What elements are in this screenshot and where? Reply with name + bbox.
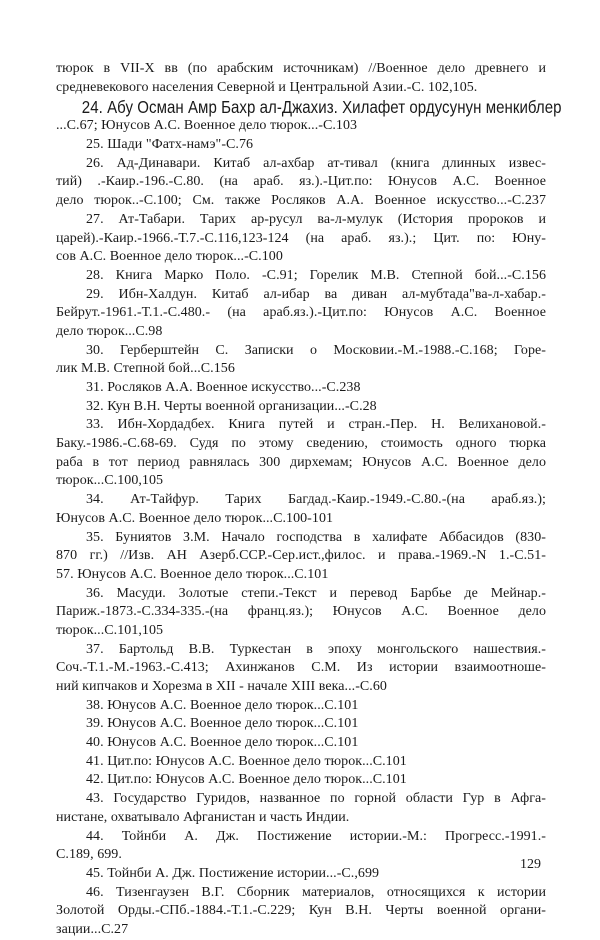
page-number: 129	[520, 857, 541, 872]
text-line: сов А.С. Военное дело тюрок...-С.100	[56, 249, 283, 265]
text-line: 46. Тизенгаузен В.Г. Сборник материалов, относящихся к истории	[86, 884, 546, 900]
text-line: дело тюрок..-С.100; См. также Росляков А.А. Военное искусство...-С.237	[56, 193, 546, 209]
text-line: 34. Ат-Тайфур. Тарих Багдад.-Каир.-1949.-С.80.-(на араб.яз.);	[86, 492, 546, 508]
text-line: ...С.67; Юнусов А.С. Военное дело тюрок...-С.103	[56, 118, 358, 134]
text-line: 33. Ибн-Хордадбех. Книга путей и стран.-Пер. Н. Велихановой.-	[86, 417, 546, 433]
text-line: 44. Тойнби А. Дж. Постижение истории.-М.: Прогресс.-1991.-	[86, 828, 546, 844]
text-line: тий) .-Каир.-196.-С.80. (на араб. яз.).-Цит.по: Юнусов А.С. Военное	[56, 174, 546, 190]
text-line: 27. Ат-Табари. Тарих ар-русул ва-л-мулук (История пророков и	[86, 211, 546, 227]
text-line: 45. Тойнби А. Дж. Постижение истории...-С.,699	[86, 865, 380, 881]
text-line: 40. Юнусов А.С. Военное дело тюрок...С.101	[86, 735, 359, 751]
text-line: 38. Юнусов А.С. Военное дело тюрок...С.101	[86, 697, 359, 713]
text-line: 26. Ад-Динавари. Китаб ал-ахбар ат-тивал (книга длинных извес-	[86, 155, 546, 171]
footnote-heading-line: 24. Абу Осман Амр Бахр ал-Джахиз. Хилафет ордусунун менкиблер	[81, 97, 562, 118]
text-line: раба в тот период равнялась 300 дирхемам; Юнусов А.С. Военное дело	[56, 454, 546, 470]
text-line: нистане, охватывало Афганистан и часть Индии.	[56, 809, 350, 825]
text-line: 25. Шади "Фатх-намэ"-С.76	[86, 137, 254, 153]
text-line: Соч.-Т.1.-М.-1963.-С.413; Ахинжанов С.М. Из истории взаимоотноше-	[56, 660, 546, 676]
text-line: тюрок...С.101,105	[56, 622, 164, 638]
text-line: 42. Цит.по: Юнусов А.С. Военное дело тюрок...С.101	[86, 772, 407, 788]
text-line: 29. Ибн-Халдун. Китаб ал-ибар ва диван ал-мубтада"ва-л-хабар.-	[86, 286, 546, 302]
text-line: Париж.-1873.-С.334-335.-(на франц.яз.); Юнусов А.С. Военное дело	[56, 604, 546, 620]
text-line: 31. Росляков А.А. Военное искусство...-С.238	[86, 380, 361, 395]
text-line: 57. Юнусов А.С. Военное дело тюрок...С.101	[56, 566, 329, 582]
text-line: Бейрут.-1961.-Т.1.-С.480.- (на араб.яз.).-Цит.по: Юнусов А.С. Военное	[56, 305, 546, 321]
text-line: 30. Герберштейн С. Записки о Московии.-М.-1988.-С.168; Горе-	[86, 342, 546, 358]
text-line: 41. Цит.по: Юнусов А.С. Военное дело тюрок...С.101	[86, 753, 407, 769]
page-body	[56, 60, 562, 940]
text-line: Юнусов А.С. Военное дело тюрок...С.100-101	[56, 510, 334, 526]
text-line: 43. Государство Гуридов, названное по горной области Гур в Афга-	[86, 791, 546, 807]
text-line: зации...С.27	[56, 921, 129, 937]
text-line: средневекового населения Северной и Центральной Азии.-С. 102,105.	[56, 79, 478, 95]
text-line: 36. Масуди. Золотые степи.-Текст и перевод Барбье де Мейнар.-	[86, 585, 546, 601]
text-line: тюрок в VII-X вв (по арабским источникам) //Военное дело древнего и	[56, 61, 546, 76]
text-line: 37. Бартольд В.В. Туркестан в эпоху монгольского нашествия.-	[86, 641, 546, 657]
text-line: тюрок...С.100,105	[56, 473, 164, 489]
text-line: 870 гг.) //Изв. АН Азерб.ССР.-Сер.ист.,филос. и права.-1969.-N 1.-С.51-	[56, 548, 546, 564]
text-line: лик М.В. Степной бой...С.156	[56, 361, 235, 377]
text-line: 39. Юнусов А.С. Военное дело тюрок...С.101	[86, 716, 359, 732]
text-line: Баку.-1986.-С.68-69. Судя по этому сведению, стоимость одного тюрка	[56, 436, 546, 452]
text-line: 35. Буниятов З.М. Начало господства в халифате Аббасидов (830-	[86, 529, 546, 545]
text-line: царей).-Каир.-1966.-Т.7.-С.116,123-124 (на араб. яз.).; Цит. по: Юну-	[56, 230, 546, 246]
text-line: Золотой Орды.-СПб.-1884.-Т.1.-С.229; Кун В.Н. Черты военной органи-	[56, 903, 546, 919]
text-line: 28. Книга Марко Поло. -С.91; Горелик М.В. Степной бой...-С.156	[86, 267, 546, 283]
text-line: 32. Кун В.Н. Черты военной организации...-С.28	[86, 398, 377, 414]
text-line: С.189, 699.	[56, 847, 122, 863]
text-line: дело тюрок...С.98	[56, 323, 163, 339]
text-line: ний кипчаков и Хорезма в XII - начале XIII века...-С.60	[56, 679, 387, 694]
